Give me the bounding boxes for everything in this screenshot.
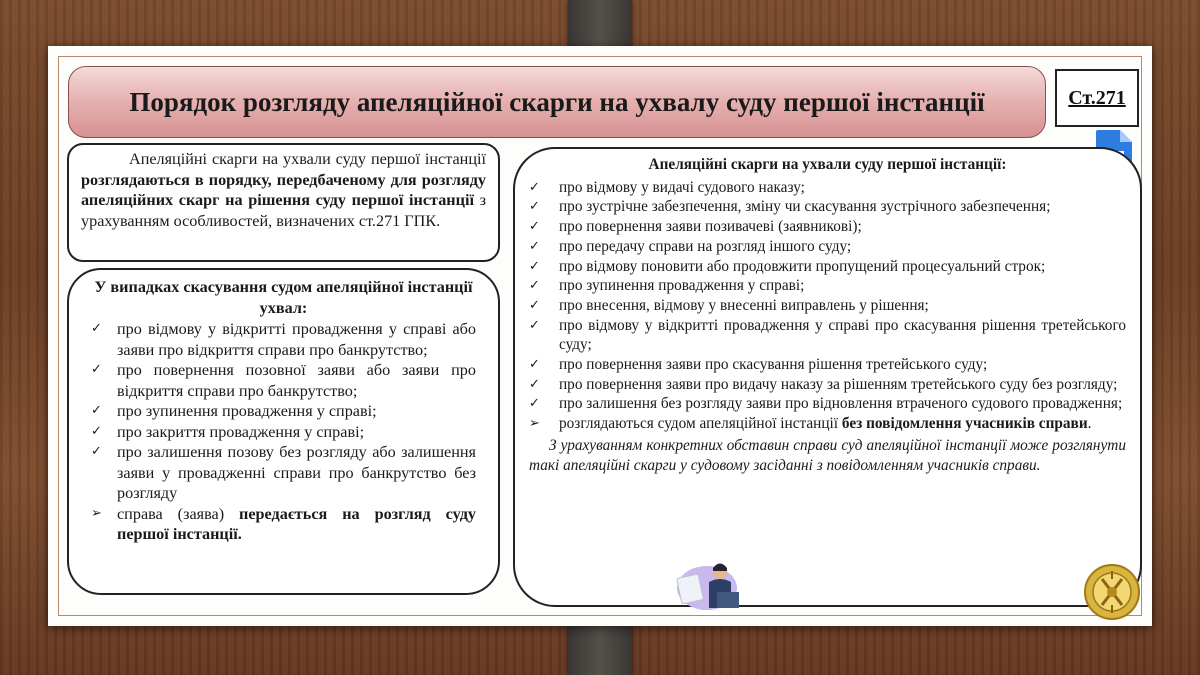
list-item-text: про залишення без розгляду заяви про відновлення втраченого судового провадження; xyxy=(559,395,1123,413)
list-item xyxy=(529,296,1126,316)
left-heading: У випадках скасування судом апеляційної інстанції ухвал: xyxy=(94,278,473,317)
list-item-text: про зупинення провадження у справі; xyxy=(117,402,377,420)
list-item xyxy=(529,217,1126,237)
intro-box xyxy=(67,143,500,262)
check-icon: ✓ xyxy=(91,321,102,336)
list-item-text: розглядаються судом апеляційної інстанції xyxy=(559,415,842,433)
left-cancellation-box xyxy=(67,268,500,595)
list-item xyxy=(91,422,476,443)
list-item xyxy=(91,319,476,360)
check-icon: ✓ xyxy=(91,362,102,377)
list-item-text: про повернення позовної заяви або заяви про відкриття справи про банкрутство; xyxy=(117,361,476,400)
list-item xyxy=(529,316,1126,355)
list-item xyxy=(529,355,1126,375)
check-icon: ✓ xyxy=(529,278,540,294)
list-item-text: про повернення заяви про скасування рішення третейського суду; xyxy=(559,356,988,374)
list-item-text: про передачу справи на розгляд іншого суду; xyxy=(559,237,852,255)
list-item-text: про відмову у відкритті провадження у справі про скасування рішення третейського суду; xyxy=(559,316,1126,354)
intro-text-part: Апеляційні скарги на ухвали суду першої інстанції xyxy=(129,150,486,168)
list-item-text: про зустрічне забезпечення, зміну чи скасування зустрічного забезпечення; xyxy=(559,198,1051,216)
list-item-text: про повернення заяви позивачеві (заявникові); xyxy=(559,218,862,236)
check-icon: ✓ xyxy=(91,423,102,439)
list-item-conclusion xyxy=(529,414,1126,434)
list-item xyxy=(91,442,476,504)
person-reading-icon xyxy=(673,558,751,612)
list-item-bold: передається на розгляд суду першої інстанції. xyxy=(117,504,476,543)
arrow-bullet-icon: ➢ xyxy=(529,416,540,432)
check-icon: ✓ xyxy=(529,297,540,313)
check-icon: ✓ xyxy=(91,403,102,418)
right-appeals-box xyxy=(513,147,1142,607)
check-icon: ✓ xyxy=(529,179,540,195)
list-item xyxy=(529,276,1126,296)
list-item xyxy=(529,197,1126,217)
gold-emblem-icon xyxy=(1074,563,1150,621)
right-list xyxy=(529,178,1126,434)
list-item xyxy=(529,375,1126,395)
list-item-text: про залишення позову без розгляду або залишення заяви у провадженні справи про банкрутство без розгляду xyxy=(117,443,476,502)
list-item-text: про закриття провадження у справі; xyxy=(117,422,365,441)
list-item-text: про зупинення провадження у справі; xyxy=(559,277,805,295)
list-item xyxy=(529,394,1126,414)
list-item xyxy=(91,360,476,401)
list-item-text: про відмову у видачі судового наказу; xyxy=(559,178,805,196)
italic-note: З урахуванням конкретних обставин справи суд апеляційної інстанції може розглянути такі апеляційні скарги у судовому засіданні з повідомленням учасників справи. xyxy=(529,436,1126,474)
page-title: Порядок розгляду апеляційної скарги на ухвалу суду першої інстанції xyxy=(129,86,985,117)
check-icon: ✓ xyxy=(529,396,540,412)
article-label: Ст.271 xyxy=(1068,86,1126,109)
article-badge xyxy=(1055,69,1139,127)
title-banner xyxy=(68,66,1046,138)
check-icon: ✓ xyxy=(529,238,540,254)
intro-text-bold: розглядаються в порядку, передбаченому для розгляду апеляційних скарг на рішення суду першої інстанції xyxy=(81,170,486,209)
left-list xyxy=(91,319,476,545)
list-item xyxy=(91,401,476,422)
right-heading: Апеляційні скарги на ухвали суду першої інстанції: xyxy=(648,156,1007,173)
list-item-text: про повернення заяви про видачу наказу за рішенням третейського суду без розгляду; xyxy=(559,375,1118,393)
check-icon: ✓ xyxy=(529,199,540,215)
check-icon: ✓ xyxy=(91,444,102,459)
list-item-text: про відмову поновити або продовжити пропущений процесуальний строк; xyxy=(559,257,1046,275)
list-item-text: про внесення, відмову у внесенні виправлень у рішення; xyxy=(559,296,929,314)
check-icon: ✓ xyxy=(529,258,540,274)
arrow-bullet-icon: ➢ xyxy=(91,505,102,521)
list-item xyxy=(529,237,1126,257)
check-icon: ✓ xyxy=(529,317,540,333)
check-icon: ✓ xyxy=(529,376,540,392)
list-item-text: про відмову у відкритті провадження у справі або заяви про відкриття справи про банкрутство; xyxy=(117,320,476,359)
list-item-text: справа (заява) xyxy=(117,504,240,523)
intro-text xyxy=(81,149,486,231)
check-icon: ✓ xyxy=(529,357,540,373)
intro-text-part: з урахуванням особливостей, визначених ст.271 ГПК. xyxy=(81,191,486,230)
check-icon: ✓ xyxy=(529,219,540,235)
list-item xyxy=(529,178,1126,198)
list-item-text: . xyxy=(1087,415,1092,433)
list-item-bold: без повідомлення учасників справи xyxy=(841,415,1088,433)
list-item xyxy=(529,257,1126,277)
list-item-conclusion xyxy=(91,504,476,545)
